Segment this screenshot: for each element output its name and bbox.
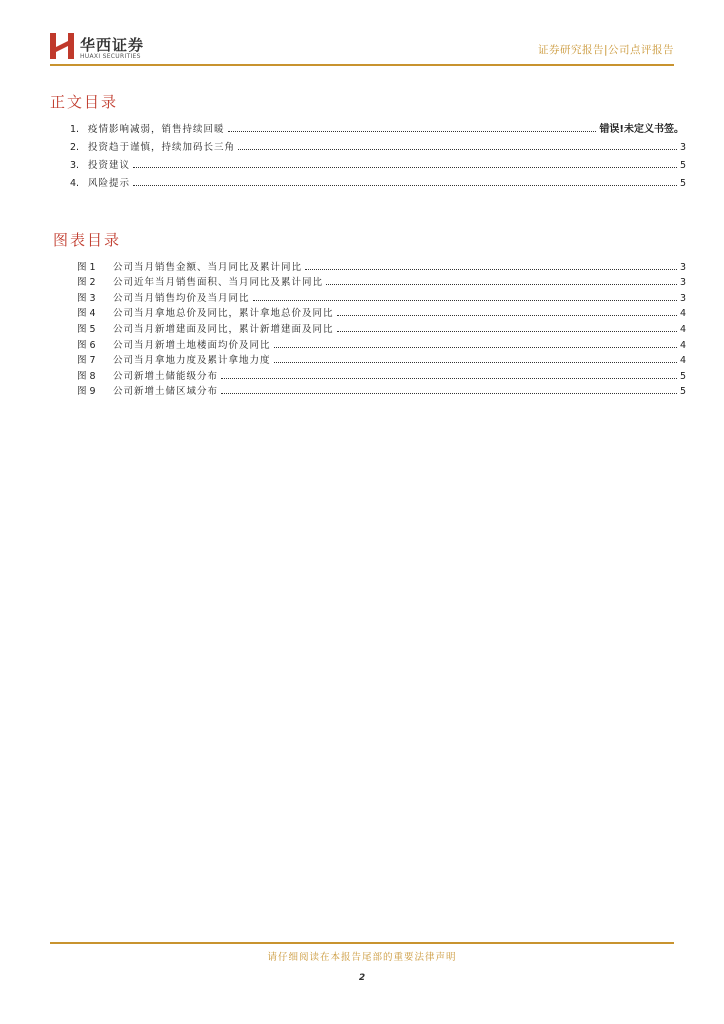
figure-page: 5 xyxy=(679,386,686,397)
toc-item-text: 投资趋于谨慎，持续加码长三角 xyxy=(88,142,236,153)
toc-item[interactable] xyxy=(70,157,686,171)
toc-item[interactable] xyxy=(70,139,686,153)
figure-page: 3 xyxy=(679,277,686,288)
toc-item-number: 1. xyxy=(70,124,80,135)
figure-leader-dots xyxy=(337,331,677,332)
figure-text: 公司当月销售均价及当月同比 xyxy=(113,293,250,304)
figure-leader-dots xyxy=(221,393,677,394)
figure-page: 3 xyxy=(679,262,686,273)
header-divider xyxy=(50,64,674,66)
figure-item[interactable] xyxy=(77,321,686,335)
figure-leader-dots xyxy=(326,284,677,285)
toc-item-text: 疫情影响减弱，销售持续回暖 xyxy=(88,124,225,135)
figure-page: 4 xyxy=(679,324,686,335)
toc-item-page: 3 xyxy=(679,142,686,153)
figure-item[interactable] xyxy=(77,383,686,397)
toc-item-number: 3. xyxy=(70,160,80,171)
figure-page: 4 xyxy=(679,340,686,351)
figure-page: 5 xyxy=(679,371,686,382)
toc-item-page: 5 xyxy=(679,178,686,189)
figure-label: 图 5 xyxy=(77,324,96,335)
toc-leader-dots xyxy=(133,167,677,168)
toc-leader-dots xyxy=(133,185,677,186)
figure-leader-dots xyxy=(221,378,677,379)
figure-label: 图 3 xyxy=(77,293,96,304)
figure-text: 公司当月新增土地楼面均价及同比 xyxy=(113,340,271,351)
toc-item-number: 2. xyxy=(70,142,80,153)
figure-label: 图 7 xyxy=(77,355,96,366)
figure-page: 3 xyxy=(679,293,686,304)
toc-item-number: 4. xyxy=(70,178,80,189)
figure-text: 公司当月新增建面及同比，累计新增建面及同比 xyxy=(113,324,334,335)
figure-item[interactable] xyxy=(77,290,686,304)
huaxi-logo-icon xyxy=(50,33,74,59)
figure-leader-dots xyxy=(274,347,677,348)
toc-leader-dots xyxy=(228,131,597,132)
toc-item-text: 风险提示 xyxy=(88,178,131,189)
figure-leader-dots xyxy=(337,315,677,316)
figure-leader-dots xyxy=(253,300,677,301)
figure-item[interactable] xyxy=(77,259,686,273)
figure-leader-dots xyxy=(274,362,677,363)
figures-title: 图表目录 xyxy=(53,231,122,249)
figure-label: 图 8 xyxy=(77,371,96,382)
figure-item[interactable] xyxy=(77,305,686,319)
logo-chinese-name: 华西证券 xyxy=(80,36,145,54)
toc-item-text: 投资建议 xyxy=(88,160,131,171)
page-header xyxy=(50,30,674,66)
toc-item[interactable] xyxy=(70,175,686,189)
figure-item[interactable] xyxy=(77,352,686,366)
toc-item-page: 5 xyxy=(679,160,686,171)
figure-label: 图 4 xyxy=(77,308,96,319)
report-type: 证券研究报告|公司点评报告 xyxy=(537,44,674,56)
figure-page: 4 xyxy=(679,355,686,366)
figure-label: 图 6 xyxy=(77,340,96,351)
toc-leader-dots xyxy=(238,149,677,150)
figure-page: 4 xyxy=(679,308,686,319)
figure-item[interactable] xyxy=(77,274,686,288)
figure-label: 图 2 xyxy=(77,277,96,288)
toc-title: 正文目录 xyxy=(50,93,119,111)
figure-text: 公司近年当月销售面积、当月同比及累计同比 xyxy=(113,277,324,288)
footer-divider xyxy=(50,942,674,944)
logo-english-name: HUAXI SECURITIES xyxy=(80,53,141,60)
figure-item[interactable] xyxy=(77,368,686,382)
toc-item[interactable] xyxy=(70,120,684,135)
figure-text: 公司当月拿地力度及累计拿地力度 xyxy=(113,355,271,366)
figure-item[interactable] xyxy=(77,337,686,351)
figure-text: 公司当月拿地总价及同比，累计拿地总价及同比 xyxy=(113,308,334,319)
figure-label: 图 9 xyxy=(77,386,96,397)
figure-label: 图 1 xyxy=(77,262,96,273)
toc-item-page: 错误!未定义书签。 xyxy=(599,124,684,135)
figure-text: 公司新增土储区域分布 xyxy=(113,386,219,397)
page-number: 2 xyxy=(358,973,366,983)
legal-disclaimer: 请仔细阅读在本报告尾部的重要法律声明 xyxy=(267,952,457,963)
figure-text: 公司新增土储能级分布 xyxy=(113,371,219,382)
figure-text: 公司当月销售金额、当月同比及累计同比 xyxy=(113,262,303,273)
figure-leader-dots xyxy=(305,269,677,270)
